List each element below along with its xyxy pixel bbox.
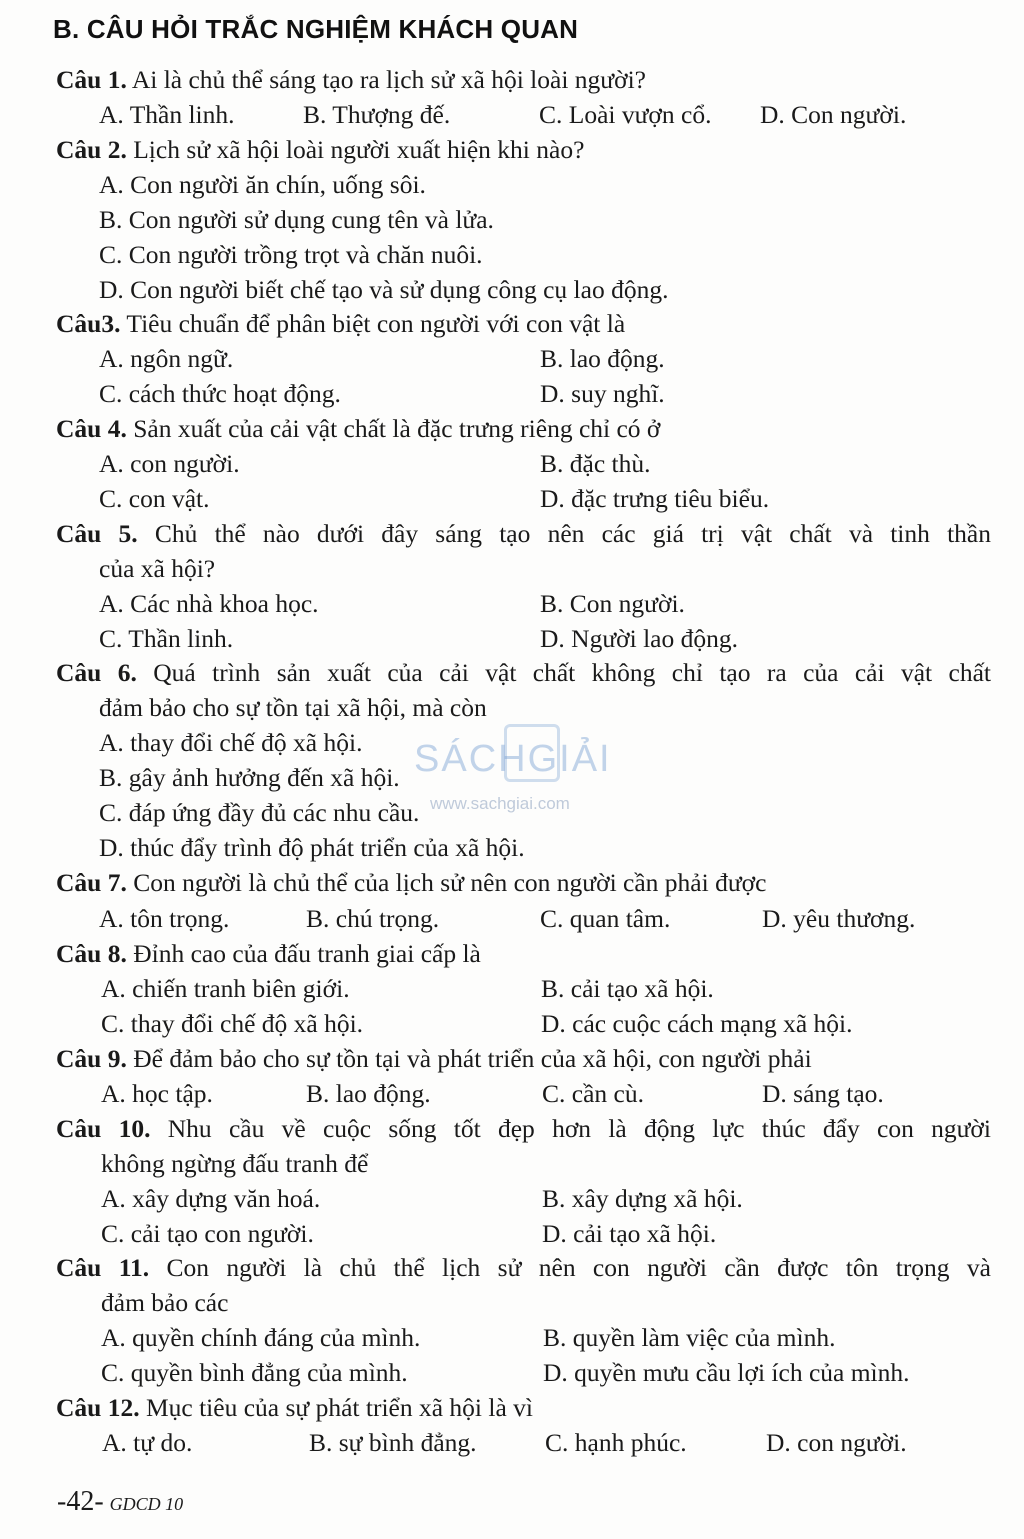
option-b: B. chú trọng. [306,904,440,933]
option-b: B. Thượng đế. [303,100,451,129]
question-number: Câu 8. [56,939,127,968]
question-number: Câu 11. [56,1253,150,1282]
question-text: Nhu cầu về cuộc sống tốt đẹp hơn là động lực thúc đẩy con người [150,1114,991,1143]
question-12 [56,1390,991,1425]
option-a: A. Con người ăn chín, uống sôi. [99,170,426,199]
question-9 [56,1041,991,1076]
question-number: Câu3. [56,309,121,338]
question-number: Câu 9. [56,1044,127,1073]
option-b: B. quyền làm việc của mình. [543,1323,836,1352]
option-a: A. ngôn ngữ. [99,344,234,373]
option-b: B. Con người sử dụng cung tên và lửa. [99,205,494,234]
question-text: Tiêu chuẩn để phân biệt con người với con vật là [120,309,626,338]
question-number: Câu 1. [56,65,127,94]
question-number: Câu 12. [56,1393,140,1422]
option-c: C. Loài vượn cổ. [539,100,712,129]
question-2 [56,132,991,167]
question-number: Câu 2. [56,135,127,164]
option-d: D. con người. [766,1428,907,1457]
question-text: Mục tiêu của sự phát triển xã hội là vì [139,1393,533,1422]
option-b: B. sự bình đẳng. [309,1428,477,1457]
option-d: D. đặc trưng tiêu biểu. [540,484,770,513]
question-continuation: của xã hội? [99,554,216,583]
question-10 [56,1111,991,1146]
option-b: B. lao động. [306,1079,431,1108]
question-text: Để đảm bảo cho sự tồn tại và phát triển của xã hội, con người phải [126,1044,812,1073]
question-number: Câu 7. [56,868,127,897]
question-5 [56,516,991,551]
question-3 [56,306,991,341]
option-a: A. xây dựng văn hoá. [101,1184,321,1213]
option-a: A. học tập. [101,1079,213,1108]
question-4 [56,411,991,446]
question-number: Câu 4. [56,414,127,443]
book-title: GDCD 10 [109,1494,184,1514]
option-a: A. con người. [99,449,240,478]
section-title: B. CÂU HỎI TRẮC NGHIỆM KHÁCH QUAN [53,14,579,44]
option-d: D. yêu thương. [762,904,916,933]
question-continuation: đảm bảo các [101,1288,229,1317]
question-number: Câu 10. [56,1114,151,1143]
option-c: C. cải tạo con người. [101,1219,314,1248]
option-c: C. hạnh phúc. [545,1428,687,1457]
question-6 [56,655,991,690]
option-d: D. Con người biết chế tạo và sử dụng công cụ lao động. [99,275,669,304]
question-8 [56,936,991,971]
option-a: A. Thần linh. [99,100,235,129]
option-c: C. con vật. [99,484,210,513]
option-c: C. quyền bình đẳng của mình. [101,1358,408,1387]
option-d: D. cải tạo xã hội. [542,1219,717,1248]
option-d: D. thúc đẩy trình độ phát triển của xã hội. [99,833,525,862]
question-text: Con người là chủ thể lịch sử nên con người cần được tôn trọng và [149,1253,991,1282]
question-continuation: không ngừng đấu tranh để [101,1149,369,1178]
question-text: Quá trình sản xuất của cải vật chất không chỉ tạo ra của cải vật chất [136,658,991,687]
option-b: B. xây dựng xã hội. [542,1184,743,1213]
question-11 [56,1250,991,1285]
question-text: Con người là chủ thể của lịch sử nên con người cần phải được [126,868,767,897]
option-c: C. Con người trồng trọt và chăn nuôi. [99,240,483,269]
question-text: Sản xuất của cải vật chất là đặc trưng riêng chỉ có ở [126,414,661,443]
page-number: -42- [57,1486,104,1517]
option-a: A. Các nhà khoa học. [99,589,319,618]
option-b: B. gây ảnh hưởng đến xã hội. [99,763,400,792]
option-b: B. Con người. [540,589,685,618]
option-c: C. đáp ứng đầy đủ các nhu cầu. [99,798,420,827]
option-d: D. Người lao động. [540,624,738,653]
question-1 [56,62,991,97]
option-a: A. quyền chính đáng của mình. [101,1323,421,1352]
option-a: A. thay đổi chế độ xã hội. [99,728,363,757]
question-text: Ai là chủ thể sáng tạo ra lịch sử xã hội loài người? [126,65,646,94]
option-c: C. thay đổi chế độ xã hội. [101,1009,364,1038]
question-number: Câu 6. [56,658,137,687]
option-a: A. tôn trọng. [99,904,230,933]
option-a: A. tự do. [102,1428,193,1457]
question-7 [56,865,991,900]
watermark-url: www.sachgiai.com [430,794,570,813]
option-c: C. Thần linh. [99,624,234,653]
option-c: C. cách thức hoạt động. [99,379,341,408]
option-d: D. sáng tạo. [762,1079,884,1108]
option-d: D. suy nghĩ. [540,379,665,408]
option-b: B. cải tạo xã hội. [541,974,714,1003]
question-number: Câu 5. [56,519,138,548]
option-b: B. lao động. [540,344,665,373]
watermark-brand: SÁCHGIẢI [414,738,612,780]
option-a: A. chiến tranh biên giới. [101,974,350,1003]
question-text: Đỉnh cao của đấu tranh giai cấp là [126,939,481,968]
option-d: D. các cuộc cách mạng xã hội. [541,1009,853,1038]
option-c: C. cần cù. [542,1079,644,1108]
page-footer [57,1486,183,1518]
question-continuation: đảm bảo cho sự tồn tại xã hội, mà còn [99,693,487,722]
question-text: Lịch sử xã hội loài người xuất hiện khi nào? [126,135,585,164]
option-d: D. Con người. [760,100,907,129]
option-d: D. quyền mưu cầu lợi ích của mình. [543,1358,910,1387]
option-b: B. đặc thù. [540,449,651,478]
option-c: C. quan tâm. [540,904,671,933]
question-text: Chủ thể nào dưới đây sáng tạo nên các giá trị vật chất và tinh thần [137,519,991,548]
watermark [400,718,630,818]
